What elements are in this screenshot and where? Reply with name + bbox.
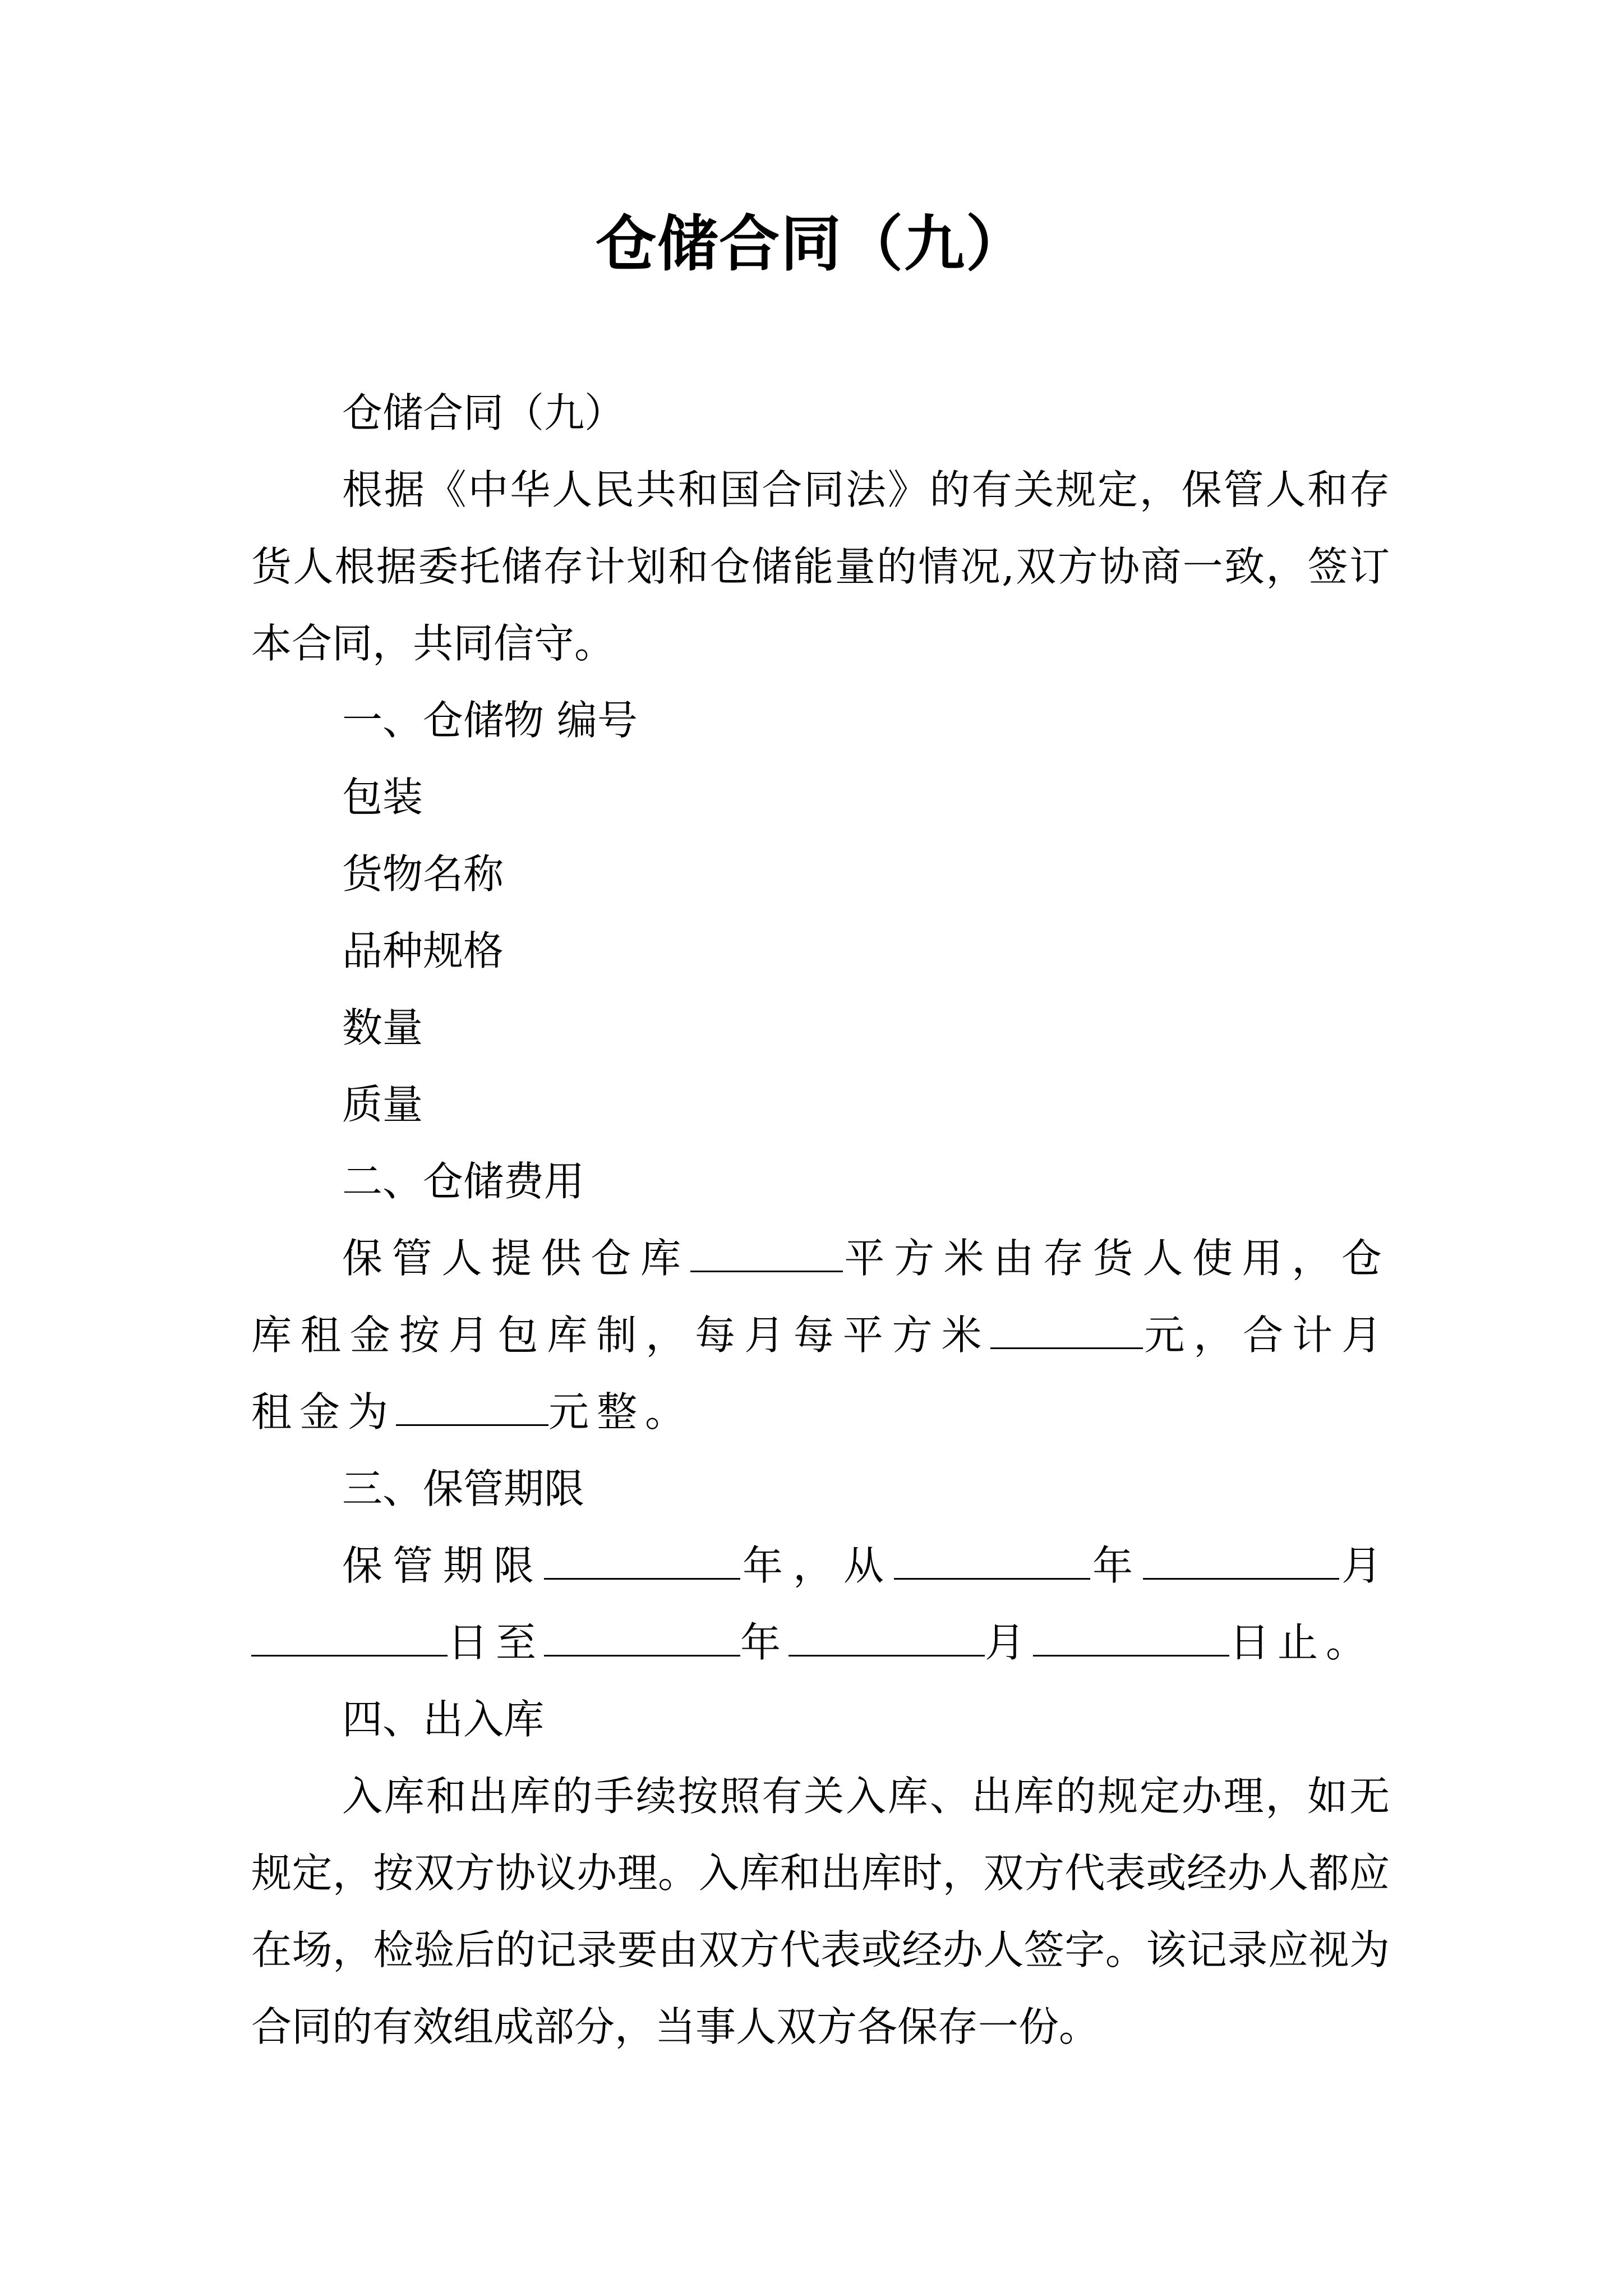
section-1-heading: 一、仓储物 编号: [342, 697, 638, 744]
period-text-h: 日止。: [1229, 1619, 1375, 1666]
fee-text-c: 元，合计月租金为: [251, 1312, 1390, 1435]
paragraph-preamble: 根据《中华人民共和国合同法》的有关规定，保管人和存货人根据委托储存计划和仓储能量的情况,双方协商一致，签订本合同，共同信守。: [251, 466, 1390, 667]
fee-text-d: 元整。: [548, 1388, 694, 1435]
fill-blank-area: [690, 1236, 843, 1272]
fill-blank-years: [544, 1543, 740, 1580]
fill-blank-end-month: [789, 1620, 985, 1657]
item-packaging: 包装: [342, 774, 423, 821]
period-text-f: 年: [740, 1619, 789, 1666]
fill-blank-end-year: [544, 1620, 740, 1657]
period-text-c: 年: [1090, 1542, 1143, 1589]
section-4-heading: 四、出入库: [342, 1696, 545, 1743]
fill-blank-monthly-total: [396, 1389, 548, 1426]
document-body: [251, 375, 1390, 2065]
period-text-b: 年，从: [740, 1542, 894, 1589]
paragraph-storage-period: [251, 1527, 1390, 1681]
item-quantity: 数量: [342, 1004, 423, 1051]
paragraph-warehousing: 入库和出库的手续按照有关入库、出库的规定办理，如无规定，按双方协议办理。入库和出库时，双方代表或经办人都应在场，检验后的记录要由双方代表或经办人签字。该记录应视为合同的有效组成部分，当事人双方各保存一份。: [251, 1773, 1390, 2050]
period-text-e: 日至: [448, 1619, 545, 1666]
item-goods-name: 货物名称: [342, 850, 504, 898]
fill-blank-start-year: [894, 1543, 1090, 1580]
fill-blank-start-month: [1143, 1543, 1339, 1580]
item-spec: 品种规格: [342, 927, 504, 974]
section-3-heading: 三、保管期限: [342, 1465, 585, 1512]
fill-blank-unit-price: [990, 1313, 1143, 1349]
fill-blank-start-day: [251, 1620, 448, 1657]
fee-text-a: 保管人提供仓库: [342, 1235, 690, 1282]
fill-blank-end-day: [1033, 1620, 1229, 1657]
period-text-g: 月: [985, 1619, 1034, 1666]
paragraph-storage-fee: [251, 1220, 1390, 1451]
paragraph-heading-repeat: 仓储合同（九）: [342, 389, 625, 436]
fee-text-b: 平方米由存货人使用，仓库租金按月包库制，每月每平方米: [251, 1235, 1390, 1359]
period-text-a: 保管期限: [342, 1542, 544, 1589]
document-title: 仓储合同（九）: [595, 209, 1027, 279]
section-2-heading: 二、仓储费用: [342, 1158, 585, 1205]
item-quality: 质量: [342, 1081, 423, 1128]
period-text-d: 月: [1339, 1542, 1390, 1589]
